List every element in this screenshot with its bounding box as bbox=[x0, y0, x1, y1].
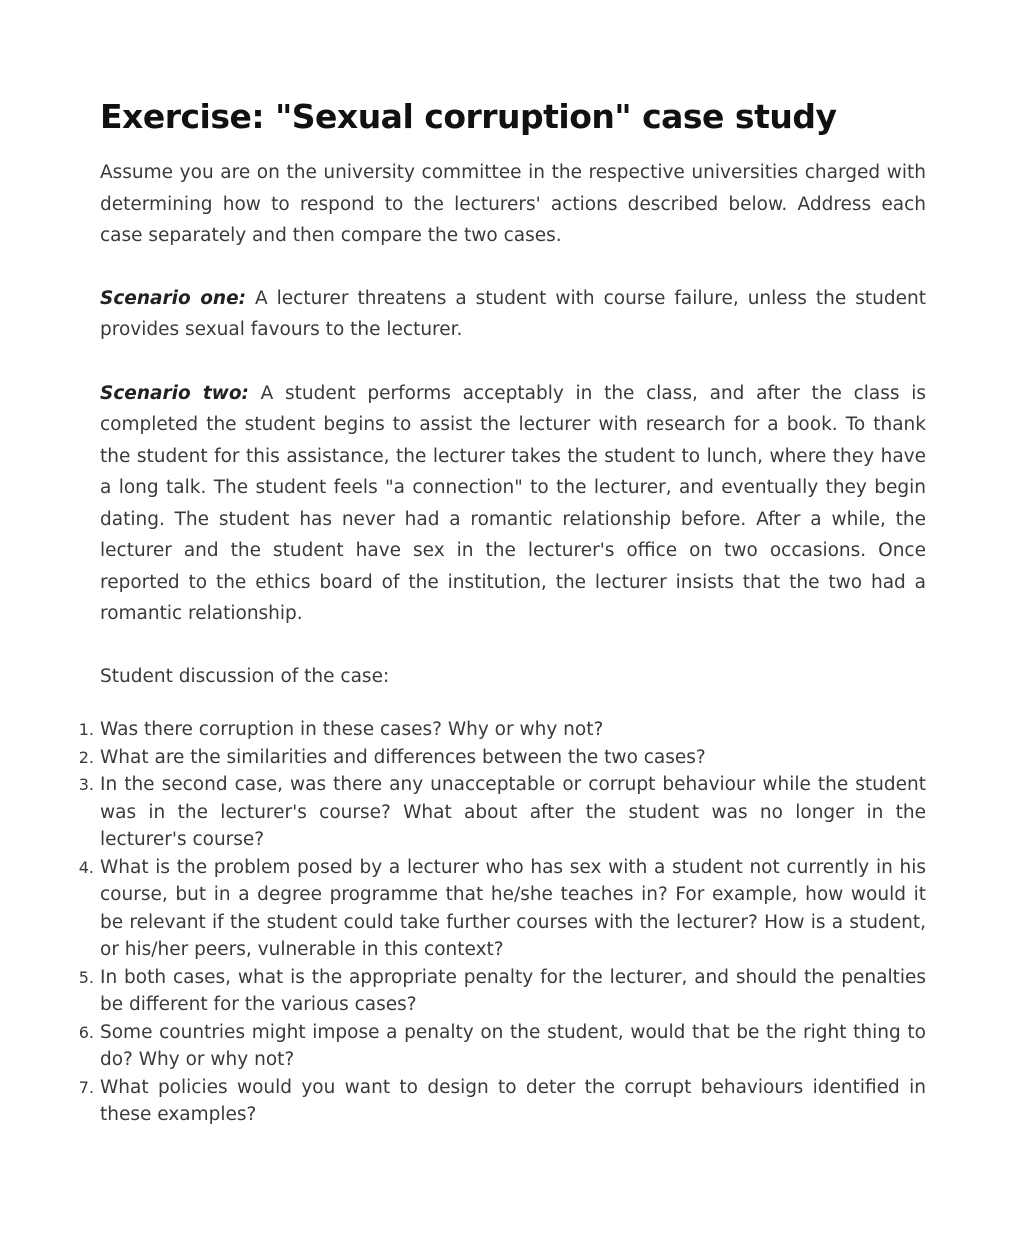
question-item bbox=[78, 854, 926, 964]
page-title: Exercise: "Sexual corruption" case study bbox=[100, 97, 837, 136]
question-item bbox=[78, 716, 926, 744]
question-item bbox=[78, 964, 926, 1019]
question-text: What is the problem posed by a lecturer who has sex with a student not currently in his course, but in a degree programme that he/she teaches in? For example, how would it be relevant if the student could take further courses with the lecturer? How is a student, or his/her peers, vulnerable in this context? bbox=[100, 856, 926, 960]
question-text: Some countries might impose a penalty on the student, would that be the right thing to do? Why or why not? bbox=[100, 1021, 926, 1070]
discussion-question-list bbox=[78, 716, 926, 1129]
question-item bbox=[78, 771, 926, 854]
scenario-two-text: A student performs acceptably in the class, and after the class is completed the student begins to assist the lecturer with research for a book. To thank the student for this assistance, the lecturer takes the student to lunch, where they have a long talk. The student feels "a connection" to the lecturer, and eventually they begin dating. The student has never had a romantic relationship before. After a while, the lecturer and the student have sex in the lecturer's office on two occasions. Once reported to the ethics board of the institution, the lecturer insists that the two had a romantic relationship. bbox=[100, 382, 926, 624]
scenario-one-label: Scenario one: bbox=[100, 287, 247, 309]
discussion-heading: Student discussion of the case: bbox=[100, 665, 390, 687]
question-item bbox=[78, 1074, 926, 1129]
scenario-one-text: A lecturer threatens a student with course failure, unless the student provides sexual favours to the lecturer. bbox=[100, 287, 926, 340]
question-text: Was there corruption in these cases? Why or why not? bbox=[100, 719, 604, 740]
question-number: 2. bbox=[78, 747, 94, 767]
question-text: What are the similarities and differences between the two cases? bbox=[100, 746, 706, 768]
question-text: What policies would you want to design to deter the corrupt behaviours identified in these examples? bbox=[100, 1076, 926, 1125]
scenario-one-paragraph bbox=[100, 283, 926, 346]
question-number: 7. bbox=[78, 1077, 94, 1097]
document-page bbox=[78, 97, 926, 1129]
question-number: 4. bbox=[78, 857, 94, 877]
question-text: In the second case, was there any unacceptable or corrupt behaviour while the student was in the lecturer's course? What about after the student was no longer in the lecturer's course? bbox=[100, 774, 926, 850]
question-item bbox=[78, 744, 926, 772]
question-number: 6. bbox=[78, 1022, 94, 1042]
question-number: 1. bbox=[78, 720, 94, 739]
scenario-two-label: Scenario two: bbox=[100, 382, 249, 404]
question-text: In both cases, what is the appropriate penalty for the lecturer, and should the penalties be different for the various cases? bbox=[100, 966, 926, 1015]
question-number: 5. bbox=[78, 967, 94, 987]
question-number: 3. bbox=[78, 775, 94, 794]
question-item bbox=[78, 1019, 926, 1074]
intro-paragraph: Assume you are on the university committee in the respective universities charged with determining how to respond to the lecturers' actions described below. Address each case separately and then compare the two cases. bbox=[100, 162, 926, 246]
scenario-two-paragraph bbox=[100, 378, 926, 630]
